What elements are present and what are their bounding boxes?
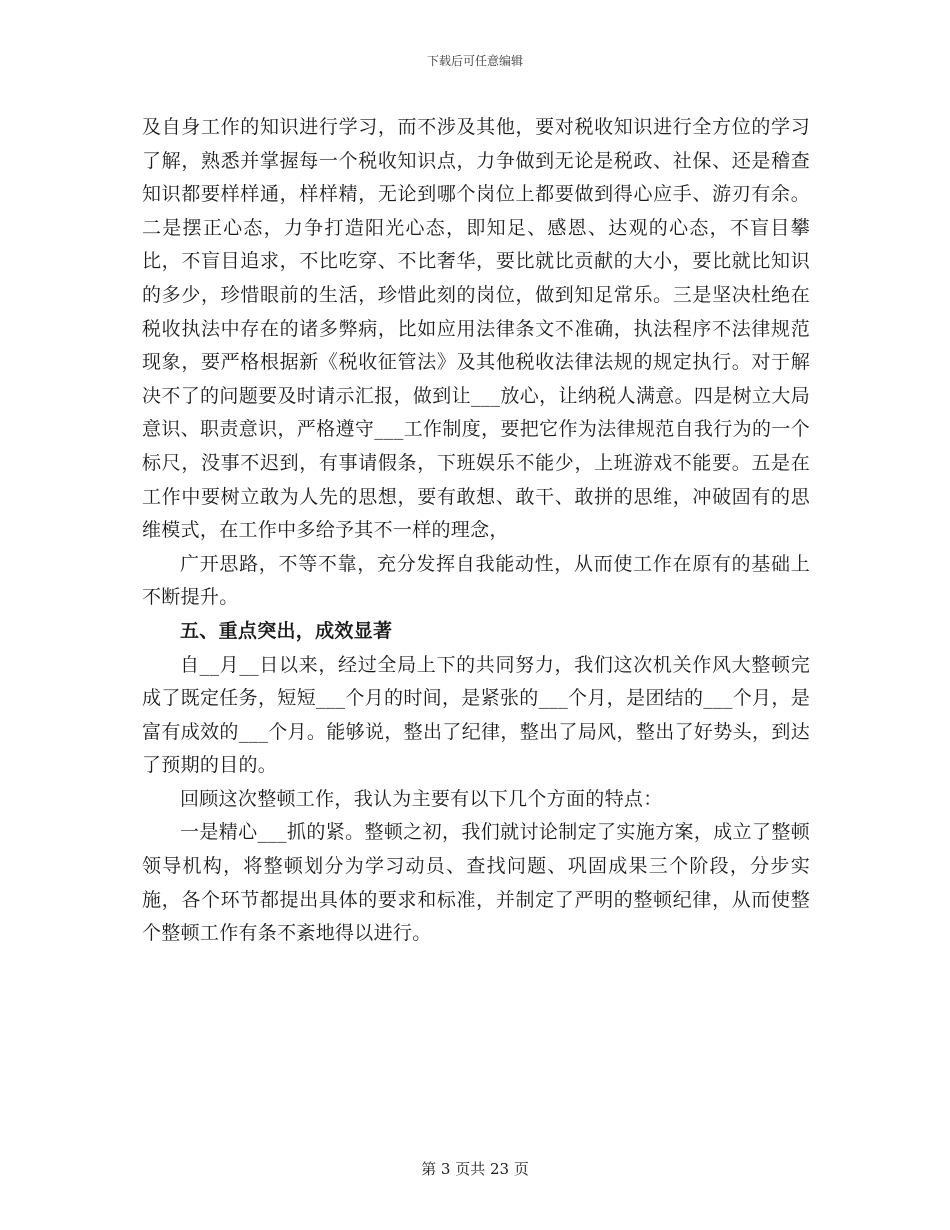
page-number: 第 3 页共 23 页 [421,1160,529,1178]
paragraph-5: 一是精心___抓的紧。整顿之初，我们就讨论制定了实施方案，成立了整顿领导机构，将整顿划分为学习动员、查找问题、巩固成果三个阶段，分步实施，各个环节都提出具体的要求和标准，并制定了严明的整顿纪律，从而使整个整顿工作有条不紊地得以进行。 [142,821,810,945]
document-body [142,111,810,951]
paragraph-2: 广开思路，不等不靠，充分发挥自我能动性，从而使工作在原有的基础上不断提升。 [142,552,810,609]
page-header: 下载后可任意编辑 [426,54,523,68]
paragraph-4: 回顾这次整顿工作，我认为主要有以下几个方面的特点： [180,787,663,810]
paragraph-3: 自__月__日以来，经过全局上下的共同努力，我们这次机关作风大整顿完成了既定任务，短短___个月的时间，是紧张的___个月，是团结的___个月，是富有成效的___个月。能够说，整出了纪律，整出了局风，整出了好势头，到达了预期的目的。 [142,653,810,777]
section-heading: 五、重点突出，成效显著 [180,619,393,642]
paragraph-1: 及自身工作的知识进行学习，而不涉及其他，要对税收知识进行全方位的学习了解，熟悉并掌握每一个税收知识点，力争做到无论是税政、社保、还是稽查知识都要样样通，样样精，无论到哪个岗位上都要做到得心应手、游刃有余。二是摆正心态，力争打造阳光心态，即知足、感恩、达观的心态，不盲目攀比，不盲目追求，不比吃穿、不比奢华，要比就比贡献的大小，要比就比知识的多少，珍惜眼前的生活，珍惜此刻的岗位，做到知足常乐。三是坚决杜绝在税收执法中存在的诸多弊病，比如应用法律条文不准确，执法程序不法律规范现象，要严格根据新《税收征管法》及其他税收法律法规的规定执行。对于解决不了的问题要及时请示汇报，做到让___放心，让纳税人满意。四是树立大局意识、职责意识，严格遵守___工作制度，要把它作为法律规范自我行为的一个标尺，没事不迟到，有事请假条，下班娱乐不能少，上班游戏不能要。五是在工作中要树立敢为人先的思想，要有敢想、敢干、敢拼的思维，冲破固有的思维模式，在工作中多给予其不一样的理念， [142,116,810,542]
